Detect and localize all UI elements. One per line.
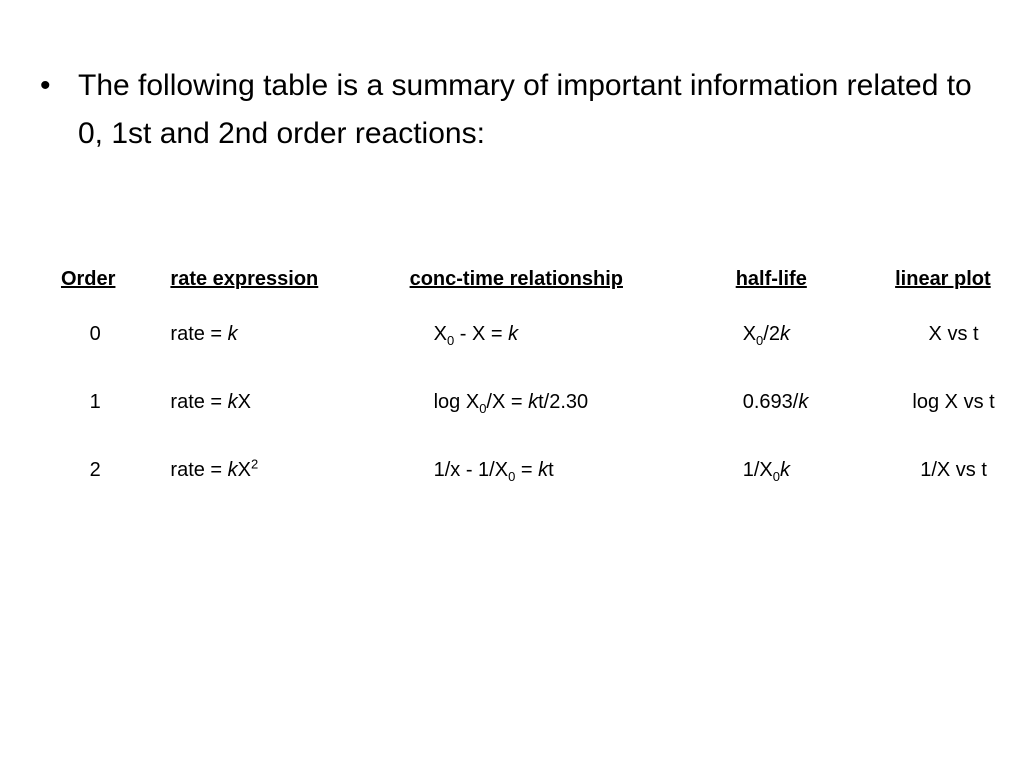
half-life-cell-segment: k <box>798 390 809 413</box>
rate-expression-cell-segment: rate = <box>170 322 228 345</box>
header-half-life: half-life <box>735 267 807 290</box>
conc-time-cell-segment: k <box>538 458 549 481</box>
half-life-cell <box>736 300 883 368</box>
conc-time-cell <box>400 368 736 436</box>
half-life-cell-segment: k <box>779 322 790 345</box>
conc-time-cell-segment: 0 <box>446 332 455 348</box>
conc-time-cell-segment: k <box>528 390 539 413</box>
half-life-cell <box>736 368 883 436</box>
conc-time-cell-segment: log X <box>433 390 480 413</box>
order-cell: 0 <box>89 322 101 345</box>
half-life-cell-segment: 0 <box>756 332 764 348</box>
linear-plot-cell: X vs t <box>928 322 979 345</box>
order-cell: 2 <box>89 458 101 481</box>
conc-time-cell-segment: k <box>508 322 519 345</box>
half-life-cell-segment: k <box>779 458 790 481</box>
intro-text: The following table is a summary of important information related to 0, 1st and 2nd order reactions: <box>78 69 972 150</box>
rate-expression-cell-segment: 2 <box>251 455 259 471</box>
rate-expression-cell <box>160 436 399 504</box>
header-order: Order <box>60 267 116 290</box>
reaction-order-table <box>30 258 1024 504</box>
conc-time-cell-segment: = <box>515 458 539 481</box>
conc-time-cell-segment: /X = <box>486 390 529 413</box>
rate-expression-cell-segment: rate = <box>170 390 228 413</box>
half-life-cell-segment: X <box>742 322 757 345</box>
conc-time-cell-segment: - X = <box>454 322 509 345</box>
conc-time-cell-segment: X <box>433 322 447 345</box>
rate-expression-cell-segment: X <box>237 390 252 413</box>
conc-time-cell <box>400 436 736 504</box>
conc-time-cell-segment: 0 <box>508 468 516 484</box>
conc-time-cell-segment: t <box>548 458 554 481</box>
conc-time-cell-segment: t/2.30 <box>538 390 589 413</box>
rate-expression-cell-segment: rate = <box>170 458 228 481</box>
conc-time-cell <box>400 300 736 368</box>
header-rate-expression: rate expression <box>170 267 319 290</box>
half-life-cell-segment: 1/X <box>742 458 773 481</box>
linear-plot-cell: log X vs t <box>912 390 995 413</box>
rate-expression-cell-segment: k <box>227 322 238 345</box>
bullet-dot-icon: • <box>40 69 51 102</box>
rate-expression-cell <box>160 368 399 436</box>
intro-bullet <box>40 62 980 158</box>
table-header-row <box>30 258 1024 300</box>
half-life-cell <box>736 436 883 504</box>
header-linear-plot: linear plot <box>895 267 991 290</box>
conc-time-cell-segment: 1/x - 1/X <box>433 458 509 481</box>
conc-time-cell-segment: 0 <box>479 400 487 416</box>
table-row <box>30 436 1024 504</box>
half-life-cell-segment: 0.693/ <box>742 390 799 413</box>
half-life-cell-segment: /2 <box>763 322 780 345</box>
rate-expression-cell-segment: k <box>227 390 238 413</box>
table-row <box>30 300 1024 368</box>
rate-expression-cell-segment: X <box>237 458 252 481</box>
half-life-cell-segment: 0 <box>772 468 780 484</box>
order-cell: 1 <box>89 390 101 413</box>
header-conc-time-relationship: conc-time relationship <box>409 267 623 290</box>
linear-plot-cell: 1/X vs t <box>920 458 987 481</box>
rate-expression-cell <box>160 300 399 368</box>
rate-expression-cell-segment: k <box>227 458 238 481</box>
table-row <box>30 368 1024 436</box>
